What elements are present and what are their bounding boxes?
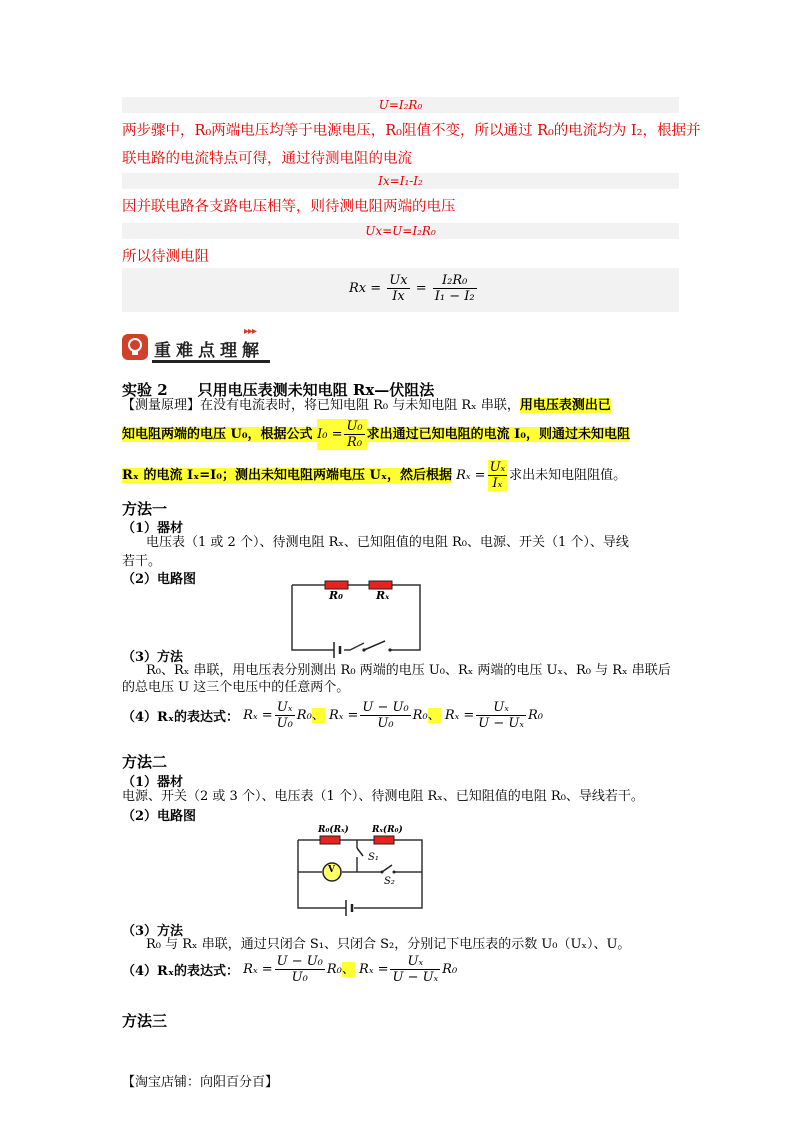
exp2-para-line-1 bbox=[122, 396, 682, 416]
method2-s1-line1: 电源、开关（2 或 3 个）、电压表（1 个）、待测电阻 Rₓ、已知阻值的电阻 R₀、导线若干。 bbox=[122, 789, 644, 804]
expr-tail: R₀ bbox=[412, 708, 428, 723]
para-1-line-2: 联电路的电流特点可得，通过待测电阻的电流 bbox=[122, 151, 412, 167]
expr-sep: 、 bbox=[311, 708, 325, 723]
expr-tail: R₀ bbox=[442, 962, 458, 977]
banner-arrows-icon: ▸▸▸ bbox=[244, 326, 257, 337]
exp2-p3-a: Rₓ 的电流 Iₓ=I₀；测出未知电阻两端电压 Uₓ，然后根据 bbox=[122, 468, 452, 483]
method1-s1-title: （1）器材 bbox=[122, 521, 184, 536]
exp2-p2-a: 知电阻两端的电压 U₀，根据公式 bbox=[122, 427, 318, 442]
bulb-icon bbox=[122, 334, 148, 360]
circuit2-wires bbox=[298, 840, 422, 908]
method2-s4-title: （4）Rₓ的表达式： bbox=[122, 964, 240, 979]
exp2-p3-b: 求出未知电阻阻值。 bbox=[509, 468, 627, 483]
method2-label-r1: R₀(Rₓ) bbox=[318, 825, 349, 835]
method1-s3-line1: R₀、Rₓ 串联，用电压表分别测出 R₀ 两端的电压 U₀、Rₓ 两端的电压 Uₓ、R₀ 与 Rₓ 串联后 bbox=[146, 663, 671, 678]
resistor-2 bbox=[374, 836, 394, 844]
switch-s2-blade bbox=[382, 865, 392, 872]
exp2-formula-rx-lhs: Rₓ = bbox=[456, 468, 486, 483]
formula-box-3 bbox=[122, 223, 679, 239]
expr-tail: R₀ bbox=[326, 962, 342, 977]
method3-title: 方法三 bbox=[122, 1012, 168, 1030]
method1-circuit-label-r0: R₀ bbox=[329, 589, 343, 602]
exp2-formula-rx-den: Iₓ bbox=[492, 476, 503, 491]
switch-contact bbox=[388, 648, 391, 651]
expr-den: U₀ bbox=[276, 716, 293, 731]
switch-s2-contact bbox=[393, 871, 396, 874]
method1-circuit-label-rx: Rₓ bbox=[376, 589, 390, 602]
method1-expr-2 bbox=[329, 700, 441, 731]
exp2-formula-rx bbox=[456, 460, 509, 491]
method2-label-s1: S₁ bbox=[368, 852, 379, 863]
method1-expr-3 bbox=[445, 700, 543, 731]
method1-s3-title: （3）方法 bbox=[122, 650, 184, 665]
expr-den: U₀ bbox=[377, 716, 394, 731]
formula-box-1 bbox=[122, 97, 679, 113]
formula-ux: Ux=U=I₂R₀ bbox=[365, 224, 436, 238]
method2-expressions bbox=[122, 954, 457, 985]
method2-circuit-diagram bbox=[294, 820, 426, 916]
formula-box-4 bbox=[122, 268, 679, 312]
expr-den: U₀ bbox=[291, 970, 308, 985]
exp2-formula-i0-den: R₀ bbox=[347, 435, 363, 450]
formula-u: U=I₂R₀ bbox=[378, 98, 423, 112]
expr-lhs: Rₓ = bbox=[328, 708, 359, 723]
exp2-p2-b: 求出通过已知电阻的电流 I₀，则通过未知电阻 bbox=[366, 427, 630, 442]
resistor-1 bbox=[320, 836, 340, 844]
expr-lhs: Rₓ = bbox=[444, 708, 475, 723]
method2-title: 方法二 bbox=[122, 753, 168, 771]
method1-circuit-diagram bbox=[288, 575, 424, 660]
method1-s1-line2: 若干。 bbox=[122, 554, 162, 569]
method2-label-s2: S₂ bbox=[384, 876, 395, 887]
expr-lhs: Rₓ = bbox=[243, 962, 273, 977]
switch-blade bbox=[364, 641, 385, 650]
exp2-p1-b: 用电压表测出已 bbox=[519, 398, 611, 413]
resistor-r0 bbox=[325, 581, 348, 589]
formula-rx-den2: I₁ − I₂ bbox=[434, 289, 475, 304]
switch-s2-pivot bbox=[381, 871, 384, 874]
exp2-title: 实验 2 只用电压表测未知电阻 Rx—伏阻法 bbox=[122, 381, 435, 399]
formula-rx-den1: Ix bbox=[392, 289, 405, 304]
exp2-para-line-3 bbox=[122, 460, 682, 491]
banner bbox=[122, 326, 282, 362]
circuit-wires bbox=[292, 585, 420, 650]
exp2-formula-i0-lhs: I₀ = bbox=[317, 427, 343, 442]
method1-s2-title: （2）电路图 bbox=[122, 572, 197, 587]
formula-rx-lhs: Rx = bbox=[349, 281, 382, 296]
method2-s1-title: （1）器材 bbox=[122, 775, 184, 790]
method2-s2-title: （2）电路图 bbox=[122, 809, 197, 824]
para-1-line-1: 两步骤中，R₀两端电压均等于电源电压，R₀阻值不变，所以通过 R₀的电流均为 I₂，根据并 bbox=[122, 123, 701, 139]
method1-title: 方法一 bbox=[122, 500, 168, 518]
expr-tail: R₀ bbox=[296, 708, 312, 723]
exp2-formula-i0-num: U₀ bbox=[346, 419, 363, 434]
exp2-p1-a: 【测量原理】在没有电流表时，将已知电阻 R₀ 与未知电阻 Rₓ 串联， bbox=[122, 398, 520, 413]
banner-title: 重难点理解 bbox=[154, 341, 264, 361]
method1-s3-line2: 的总电压 U 这三个电压中的任意两个。 bbox=[122, 680, 350, 695]
para-3: 所以待测电阻 bbox=[122, 249, 209, 265]
switch-s1-blade bbox=[357, 848, 363, 856]
formula-rx bbox=[349, 273, 479, 304]
method1-expr-1 bbox=[243, 700, 325, 731]
expr-num: U − U₀ bbox=[276, 954, 323, 969]
method1-s4-title: （4）Rₓ的表达式： bbox=[122, 710, 240, 725]
exp2-para-line-2 bbox=[122, 419, 682, 450]
expr-den: U − Uₓ bbox=[392, 970, 439, 985]
expr-num: U − U₀ bbox=[362, 700, 409, 715]
method2-expr-1 bbox=[243, 954, 355, 985]
resistor-rx bbox=[369, 581, 392, 589]
expr-num: Uₓ bbox=[476, 700, 526, 716]
expr-num: Uₓ bbox=[275, 700, 295, 716]
formula-rx-num2: I₂R₀ bbox=[433, 273, 477, 289]
formula-box-2 bbox=[122, 173, 679, 189]
expr-tail: R₀ bbox=[527, 708, 543, 723]
expr-sep: 、 bbox=[427, 708, 441, 723]
method1-s1-line1: 电压表（1 或 2 个）、待测电阻 Rₓ、已知阻值的电阻 R₀、电源、开关（1 个）、导线 bbox=[146, 535, 629, 550]
exp2-formula-rx-num: Uₓ bbox=[489, 460, 506, 475]
expr-lhs: Rₓ = bbox=[243, 708, 273, 723]
formula-rx-num1: Ux bbox=[389, 273, 408, 288]
expr-lhs: Rₓ = bbox=[359, 962, 389, 977]
expr-den: U − Uₓ bbox=[478, 716, 524, 731]
method2-s3-line1: R₀ 与 Rₓ 串联，通过只闭合 S₁、只闭合 S₂，分别记下电压表的示数 U₀（Uₓ）、U。 bbox=[146, 937, 631, 952]
method2-expr-2 bbox=[359, 954, 457, 985]
method1-expressions bbox=[122, 700, 543, 731]
method2-label-r2: Rₓ(R₀) bbox=[372, 825, 403, 835]
formula-rx-eq: = bbox=[415, 281, 427, 296]
formula-ix: Ix=I₁-I₂ bbox=[378, 174, 423, 188]
para-2: 因并联电路各支路电压相等，则待测电阻两端的电压 bbox=[122, 199, 456, 215]
method2-label-v: V bbox=[328, 865, 335, 875]
expr-num: Uₓ bbox=[390, 954, 440, 970]
exp2-formula-i0 bbox=[317, 419, 367, 450]
method2-s3-title: （3）方法 bbox=[122, 924, 184, 939]
footer: 【淘宝店铺：向阳百分百】 bbox=[122, 1075, 279, 1090]
expr-sep: 、 bbox=[341, 962, 355, 977]
